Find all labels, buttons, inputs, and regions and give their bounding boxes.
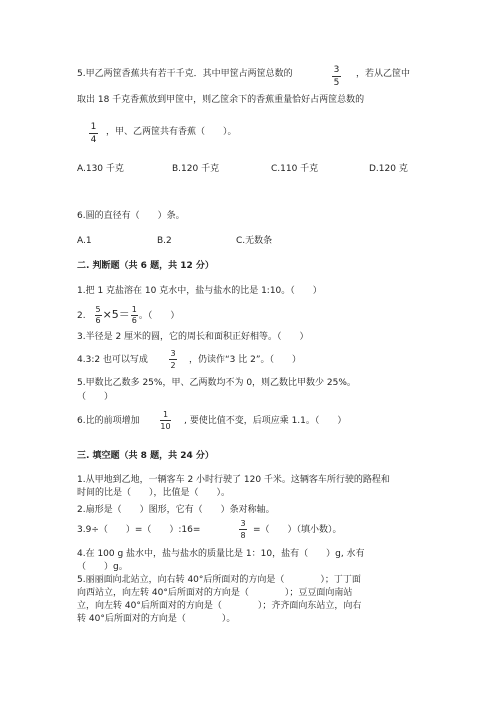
q5-frac2-num: 1	[90, 122, 97, 132]
fill-item-5-line3: 立，向左转 40°后所面对的方向是（ ）；齐齐面向东站立，向右	[77, 601, 362, 611]
q6-option-a: A.1	[77, 236, 92, 246]
q5-fraction-1	[332, 65, 341, 88]
q5-frac1-den: 5	[333, 78, 340, 88]
fraction-bar	[160, 420, 171, 421]
fill-item-3-prefix: 3.9÷（ ）=（ ）:16=	[77, 525, 201, 535]
judge-item-1: 1.把 1 克盐溶在 10 克水中，盐与盐水的比是 1:10。（ ）	[77, 286, 322, 296]
fill3-fraction	[239, 519, 247, 540]
judge2-fraction-2	[131, 306, 138, 325]
judge2-prefix: 2.	[77, 311, 86, 321]
q5-frac2-den: 4	[90, 135, 97, 145]
fill-item-3-suffix: =（ ）（填小数）。	[253, 525, 342, 535]
fill-item-1-line2: 时间的比是（ ），比值是（ ）。	[77, 488, 231, 498]
judge6-fraction	[160, 410, 171, 431]
judge2-f1-num: 5	[95, 305, 101, 314]
q5-option-b: B.120 千克	[172, 164, 220, 174]
judge2-fraction-1	[95, 306, 102, 325]
judge-item-3: 3.半径是 2 厘米的圆，它的周长和面积正好相等。（ ）	[77, 332, 309, 342]
fraction-bar	[239, 529, 247, 530]
fill-item-1-line1: 1.从甲地到乙地，一辆客车 2 小时行驶了 120 千米。这辆客车所行驶的路程和	[77, 475, 390, 485]
q5-text-c: ，甲、乙两筐共有香蕉（ ）。	[106, 127, 237, 137]
judge-item-4-suffix: ，仍读作“3 比 2”。（ ）	[189, 355, 301, 365]
q5-frac1-num: 3	[333, 65, 340, 75]
judge6-num: 1	[162, 410, 169, 419]
fill-item-2: 2.扇形是（ ）图形，它有（ ）条对称轴。	[77, 505, 275, 515]
fraction-bar	[169, 359, 177, 360]
fill-item-5-line2: 向西站立，向左转 40°后所面对的方向是（ ）；豆豆面向南站	[77, 588, 353, 598]
q6-text: 6.圆的直径有（ ）条。	[77, 211, 185, 221]
fraction-bar	[89, 133, 98, 134]
fill3-den: 8	[240, 531, 246, 540]
judge6-den: 10	[160, 422, 171, 431]
fraction-bar	[332, 76, 341, 77]
judge2-f2-num: 1	[131, 305, 137, 314]
judge2-f1-den: 6	[95, 316, 101, 325]
fill3-num: 3	[240, 519, 246, 528]
q5-option-a: A.130 千克	[77, 164, 124, 174]
q5-text-a: 5.甲乙两筐香蕉共有若干千克．其中甲筐占两筐总数的	[77, 69, 293, 79]
q5-option-d: D.120 克	[369, 164, 408, 174]
q5-fraction-2	[89, 122, 98, 145]
q5-line1	[77, 68, 293, 81]
fill-item-5-line4: 转 40°后所面对的方向是（ ）。	[77, 614, 236, 624]
section3-heading: 三. 填空题（共 8 题，共 24 分）	[77, 451, 214, 461]
judge-item-5-line1: 5.甲数比乙数多 25%，甲、乙两数均不为 0，则乙数比甲数少 25%。	[77, 378, 356, 388]
judge4-num: 3	[170, 349, 176, 358]
judge-item-5-line2: （ ）	[77, 392, 114, 402]
judge-item-2	[77, 306, 179, 325]
judge-item-4-prefix: 4.3:2 也可以写成	[77, 355, 148, 365]
judge4-den: 2	[170, 361, 176, 370]
q5-line2: 取出 18 千克香蕉放到甲筐中，则乙筐余下的香蕉重量恰好占两筐总数的	[77, 95, 365, 105]
q6-option-c: C.无数条	[236, 236, 273, 246]
q6-option-b: B.2	[157, 236, 172, 246]
q5-option-c: C.110 千克	[271, 164, 319, 174]
judge2-mid: ×5＝	[102, 308, 130, 321]
fill-item-5-line1: 5.丽丽面向北站立，向右转 40°后所面对的方向是（ ）；丁丁面	[77, 575, 361, 585]
judge2-f2-den: 6	[131, 316, 137, 325]
fill-item-4-line2: （ ）g。	[77, 562, 128, 572]
q5-text-b: ，若从乙筐中	[356, 69, 411, 79]
judge2-suffix: 。（ ）	[138, 311, 180, 321]
section2-heading: 二. 判断题（共 6 题，共 12 分）	[77, 261, 214, 271]
judge-item-6-prefix: 6.比的前项增加	[77, 416, 140, 426]
fill-item-4-line1: 4.在 100 g 盐水中，盐与盐水的质量比是 1：10，盐有（ ）g, 水有	[77, 549, 365, 559]
judge4-fraction	[169, 349, 177, 370]
judge-item-6-suffix: , 要使比值不变，后项应乘 1.1。（ ）	[184, 416, 347, 426]
